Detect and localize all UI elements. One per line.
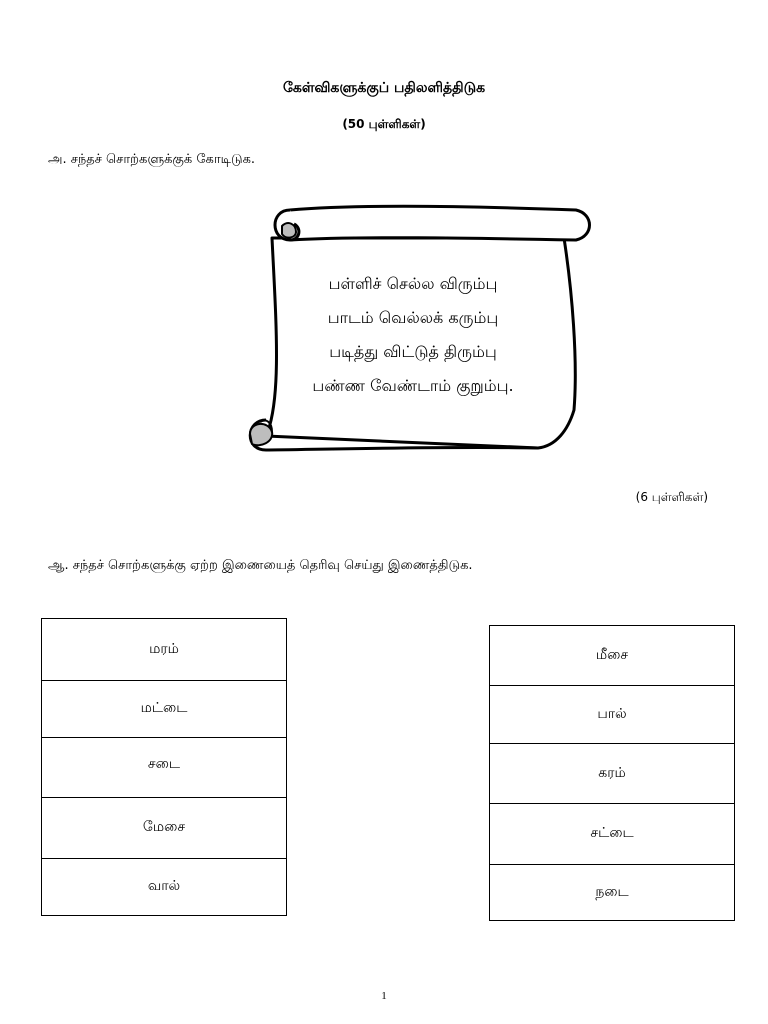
poem-line: படித்து விட்டுத் திரும்பு: [329, 342, 497, 361]
left-word[interactable]: மட்டை: [42, 681, 287, 738]
total-points: (50 புள்ளிகள்): [342, 117, 426, 131]
right-word[interactable]: சட்டை: [490, 804, 735, 865]
page-title: கேள்விகளுக்குப் பதிலளித்திடுக: [282, 80, 486, 96]
right-word[interactable]: நடை: [490, 865, 735, 921]
poem-line: பள்ளிச் செல்ல விரும்பு: [328, 274, 498, 293]
left-word[interactable]: மரம்: [42, 619, 287, 681]
left-word[interactable]: மேசை: [42, 798, 287, 859]
section-b-instruction: ஆ. சந்தச் சொற்களுக்கு ஏற்ற இணையைத் தெரிவு செய்து இணைத்திடுக.: [48, 558, 473, 573]
right-word[interactable]: பால்: [490, 686, 735, 744]
poem-line: பண்ண வேண்டாம் குறும்பு.: [312, 376, 514, 395]
section-a-points: (6 புள்ளிகள்): [635, 490, 708, 504]
poem: [278, 267, 548, 403]
right-word-table: [489, 625, 735, 921]
section-a-instruction: அ. சந்தச் சொற்களுக்குக் கோடிடுக.: [48, 152, 256, 167]
right-word[interactable]: கரம்: [490, 744, 735, 804]
right-word[interactable]: மீசை: [490, 626, 735, 686]
page-number: 1: [381, 990, 387, 1002]
left-word[interactable]: வால்: [42, 859, 287, 916]
left-word-table: [41, 618, 287, 916]
left-word[interactable]: சடை: [42, 738, 287, 798]
poem-line: பாடம் வெல்லக் கரும்பு: [327, 308, 499, 327]
